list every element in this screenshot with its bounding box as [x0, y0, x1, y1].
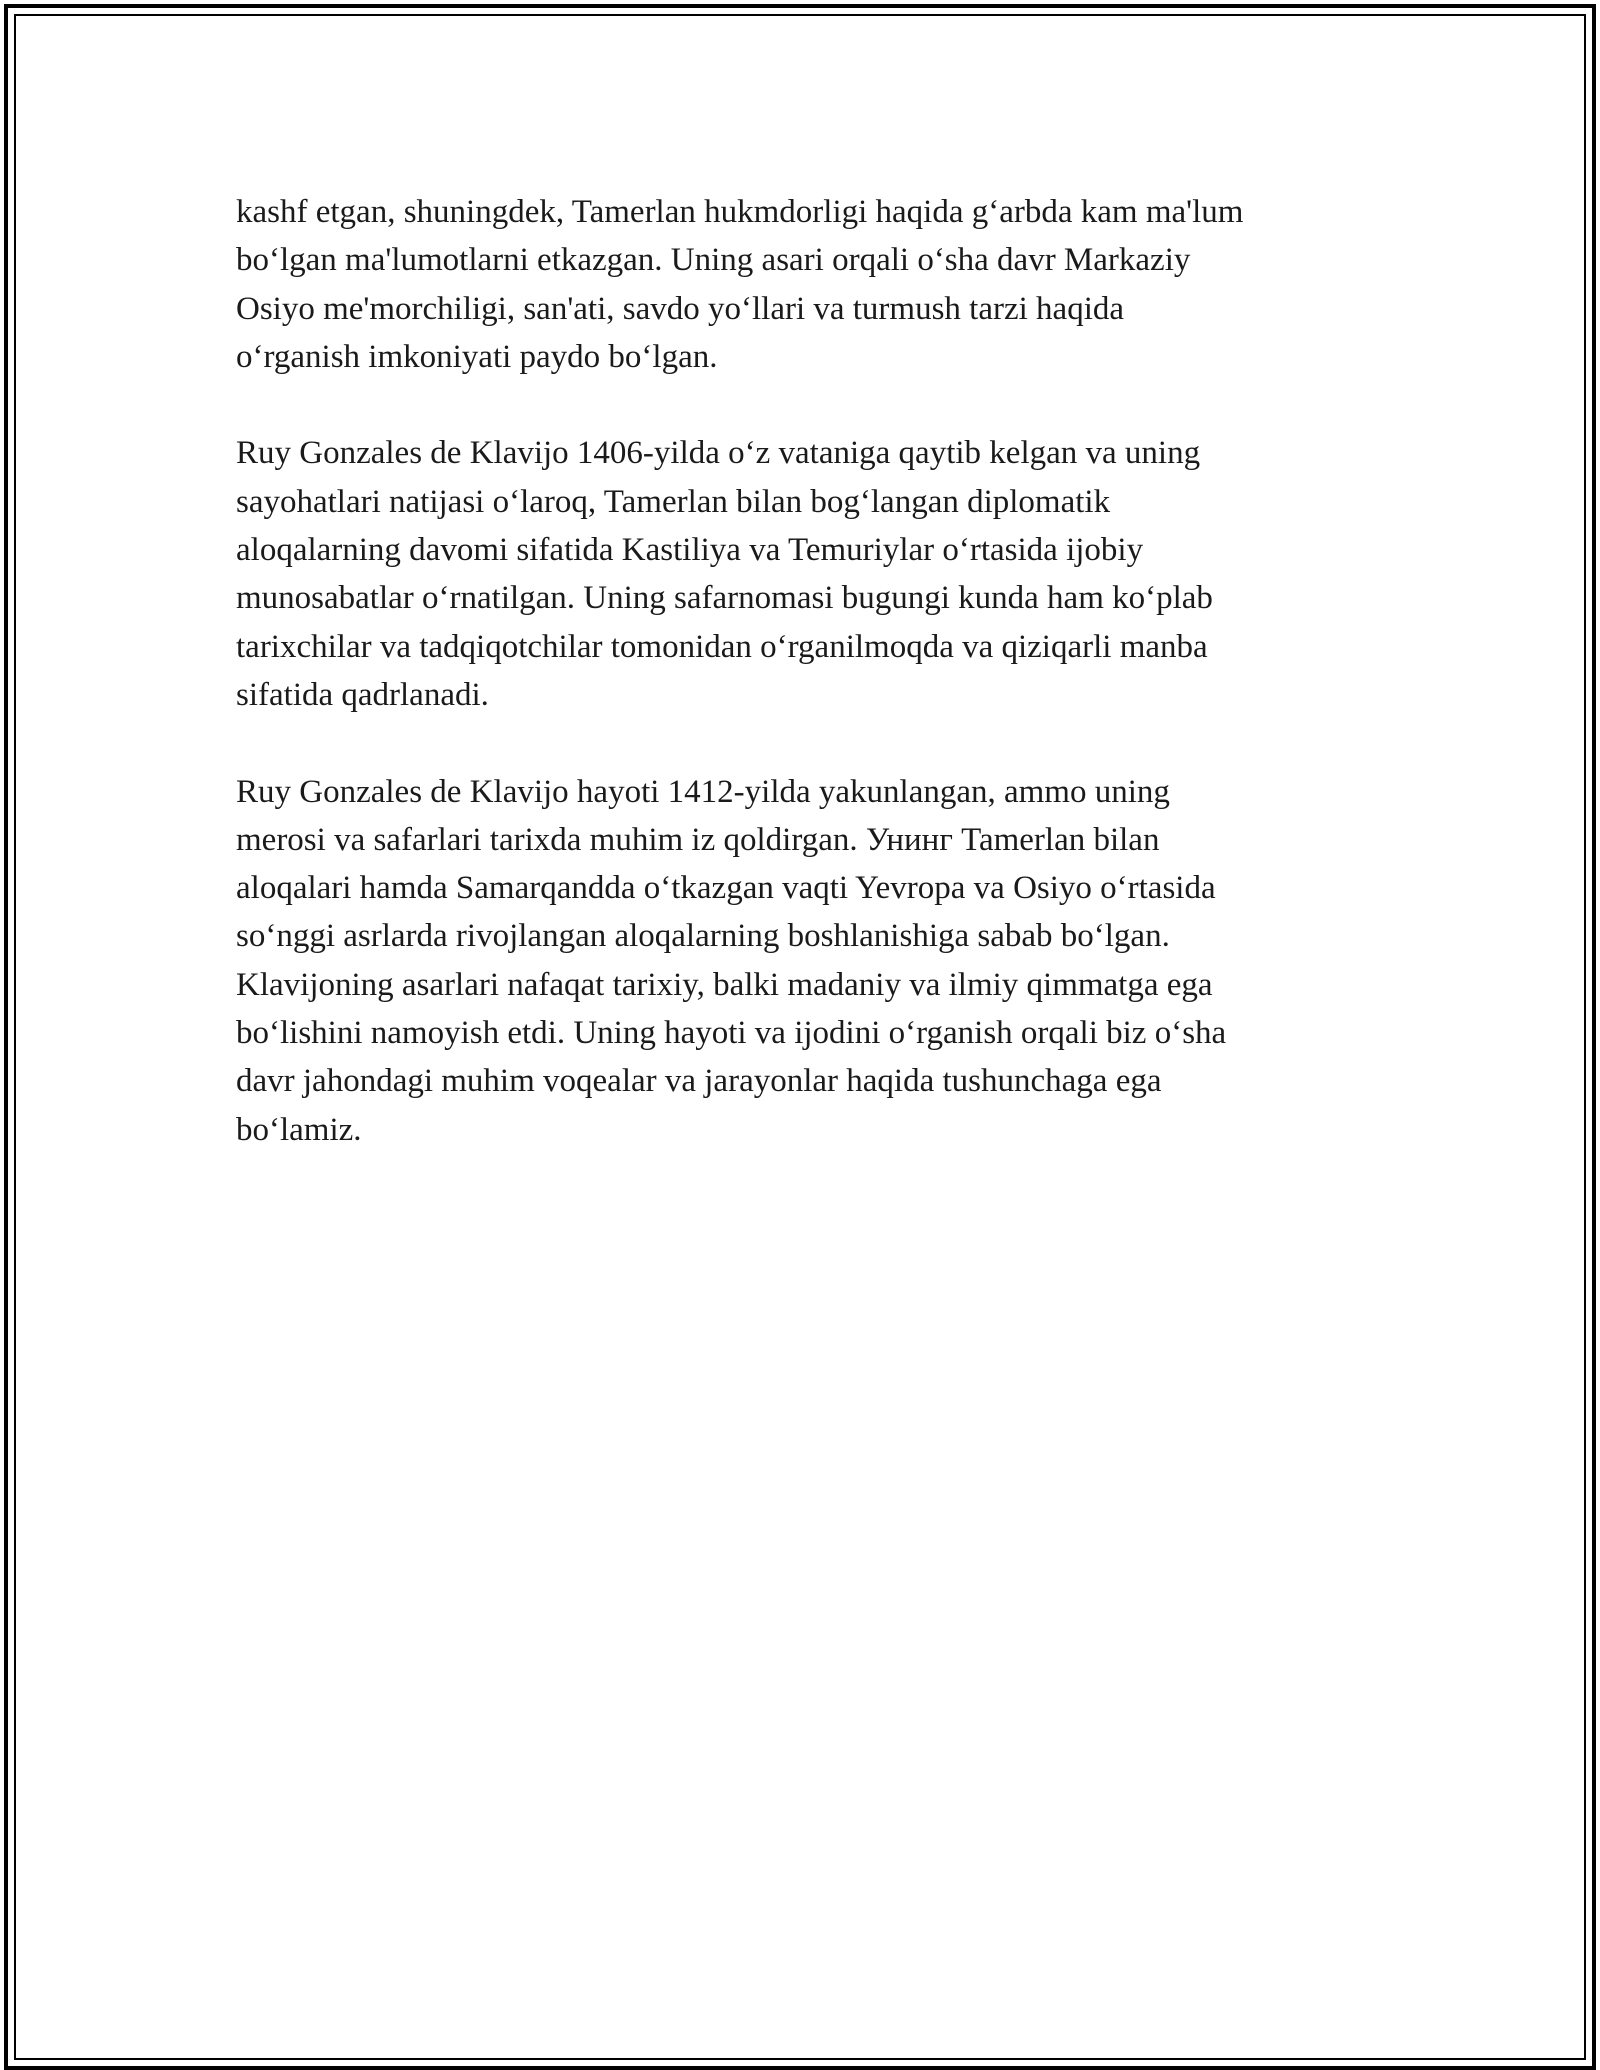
text-line: aloqalarning davomi sifatida Kastiliya va Temuriylar o‘rtasida ijobiy	[236, 532, 1144, 569]
text-line: sifatida qadrlanadi.	[236, 676, 489, 713]
text-line: kashf etgan, shuningdek, Tamerlan hukmdorligi haqida g‘arbda kam ma'lum	[236, 194, 1244, 230]
text-line: Klavijoning asarlari nafaqat tarixiy, balki madaniy va ilmiy qimmatga ega	[236, 966, 1213, 1003]
text-line: Ruy Gonzales de Klavijo hayoti 1412-yilda yakunlangan, ammo uning	[236, 773, 1170, 810]
text-line: Osiyo me'morchiligi, san'ati, savdo yo‘llari va turmush tarzi haqida	[236, 290, 1125, 327]
paragraph-3	[236, 768, 1376, 1154]
paragraph-2	[236, 429, 1376, 719]
text-line: aloqalari hamda Samarqandda o‘tkazgan vaqti Yevropa va Osiyo o‘rtasida	[236, 870, 1216, 907]
text-line: tarixchilar va tadqiqotchilar tomonidan o‘rganilmoqda va qiziqarli manba	[236, 628, 1208, 665]
text-line: bo‘lamiz.	[236, 1111, 362, 1148]
text-line: Ruy Gonzales de Klavijo 1406-yilda o‘z vataniga qaytib kelgan va uning	[236, 435, 1201, 472]
text-line: so‘nggi asrlarda rivojlangan aloqalarning boshlanishiga sabab bo‘lgan.	[236, 918, 1170, 955]
text-line: bo‘lgan ma'lumotlarni etkazgan. Uning asari orqali o‘sha davr Markaziy	[236, 242, 1191, 279]
text-line: munosabatlar o‘rnatilgan. Uning safarnomasi bugungi kunda ham ko‘plab	[236, 580, 1213, 617]
text-line: merosi va safarlari tarixda muhim iz qoldirgan. Унинг Tamerlan bilan	[236, 821, 1160, 858]
document-body	[236, 188, 1376, 1202]
paragraph-1	[236, 188, 1376, 381]
text-line: bo‘lishini namoyish etdi. Uning hayoti va ijodini o‘rganish orqali biz o‘sha	[236, 1015, 1227, 1052]
text-line: davr jahondagi muhim voqealar va jarayonlar haqida tushunchaga ega	[236, 1063, 1162, 1100]
text-line: sayohatlari natijasi o‘laroq, Tamerlan bilan bog‘langan diplomatik	[236, 483, 1111, 520]
text-line: o‘rganish imkoniyati paydo bo‘lgan.	[236, 338, 718, 375]
